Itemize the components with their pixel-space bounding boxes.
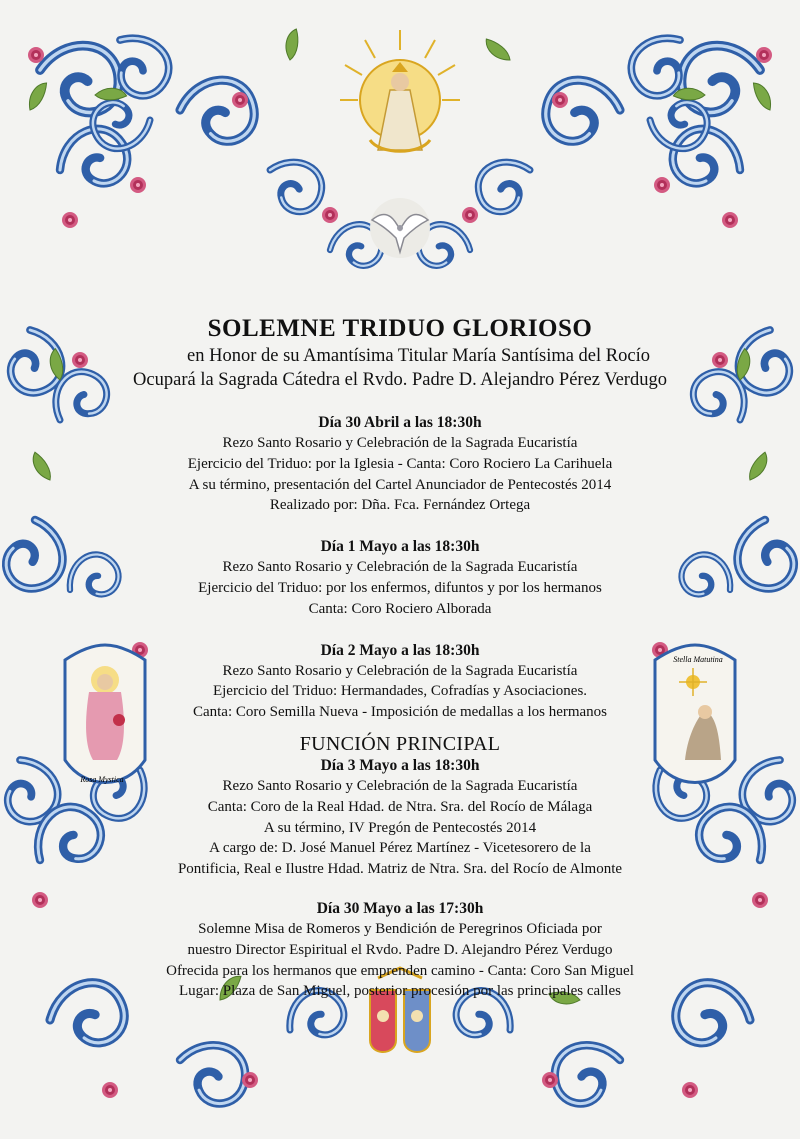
event-block	[150, 536, 650, 619]
rosa-mystica-icon	[65, 645, 145, 783]
event-line: A su término, IV Pregón de Pentecostés 2014	[263, 819, 537, 836]
event-line: Rezo Santo Rosario y Celebración de la Sagrada Eucaristía	[222, 777, 578, 794]
page-title: SOLEMNE TRIDUO GLORIOSO	[207, 315, 593, 342]
corner-ornament-top-left	[22, 25, 180, 228]
event-line: Ejercicio del Triduo: por los enfermos, difuntos y por los hermanos	[198, 579, 602, 596]
poster-text	[133, 314, 667, 1002]
corner-ornament-top-right	[620, 25, 778, 228]
subtitle-preacher: Ocupará la Sagrada Cátedra el Rvdo. Padre D. Alejandro Pérez Verdugo	[133, 370, 667, 390]
event-heading: Día 30 Mayo a las 17:30h	[316, 899, 484, 917]
stella-matutina-label: Stella Matutina	[673, 655, 723, 664]
event-line: A su término, presentación del Cartel Anunciador de Pentecostés 2014	[188, 476, 612, 493]
event-line: Rezo Santo Rosario y Celebración de la Sagrada Eucaristía	[222, 662, 578, 679]
event-line: Lugar: Plaza de San Miguel, posterior procesión por las principales calles	[179, 983, 621, 1000]
event-heading: Día 3 Mayo a las 18:30h	[320, 756, 480, 774]
side-ornament-right	[645, 323, 800, 908]
event-line: nuestro Director Espiritual el Rvdo. Padre D. Alejandro Pérez Verdugo	[187, 941, 613, 958]
event-line: Ejercicio del Triduo: Hermandades, Cofradías y Asociaciones.	[212, 683, 588, 700]
event-line: Ejercicio del Triduo: por la Iglesia - Canta: Coro Rociero La Carihuela	[187, 455, 613, 472]
event-line: Canta: Coro de la Real Hdad. de Ntra. Sra. del Rocío de Málaga	[207, 798, 593, 815]
event-line: Pontificia, Real e Ilustre Hdad. Matriz de Ntra. Sra. del Rocío de Almonte	[177, 861, 623, 878]
event-line: Rezo Santo Rosario y Celebración de la Sagrada Eucaristía	[222, 559, 578, 576]
event-line: A cargo de: D. José Manuel Pérez Martínez - Vicetesorero de la	[209, 840, 591, 857]
rosa-mystica-label: Rosa Mystica	[80, 775, 124, 784]
event-line: Realizado por: Dña. Fca. Fernández Ortega	[269, 497, 531, 514]
event-line: Ofrecida para los hermanos que emprenden camino - Canta: Coro San Miguel	[166, 962, 634, 979]
event-line: Solemne Misa de Romeros y Bendición de Peregrinos Oficiada por	[198, 920, 602, 937]
event-line: Canta: Coro Semilla Nueva - Imposición de medallas a los hermanos	[192, 704, 608, 721]
subtitle-honor: en Honor de su Amantísima Titular María Santísima del Rocío	[187, 346, 650, 366]
event-block-principal	[150, 755, 650, 880]
event-line: Rezo Santo Rosario y Celebración de la Sagrada Eucaristía	[222, 435, 578, 451]
event-block-final	[150, 898, 650, 1002]
principal-title: FUNCIÓN PRINCIPAL	[299, 732, 501, 755]
side-ornament-left	[0, 323, 155, 908]
event-heading: Día 1 Mayo a las 18:30h	[320, 538, 480, 556]
event-line: Canta: Coro Rociero Alborada	[308, 600, 492, 617]
event-block	[150, 640, 650, 723]
event-block	[150, 412, 650, 516]
virgin-icon	[340, 30, 460, 151]
stella-matutina-icon	[655, 645, 735, 783]
event-heading: Día 2 Mayo a las 18:30h	[320, 641, 480, 659]
event-heading: Día 30 Abril a las 18:30h	[318, 414, 482, 431]
dove-icon	[370, 198, 430, 258]
